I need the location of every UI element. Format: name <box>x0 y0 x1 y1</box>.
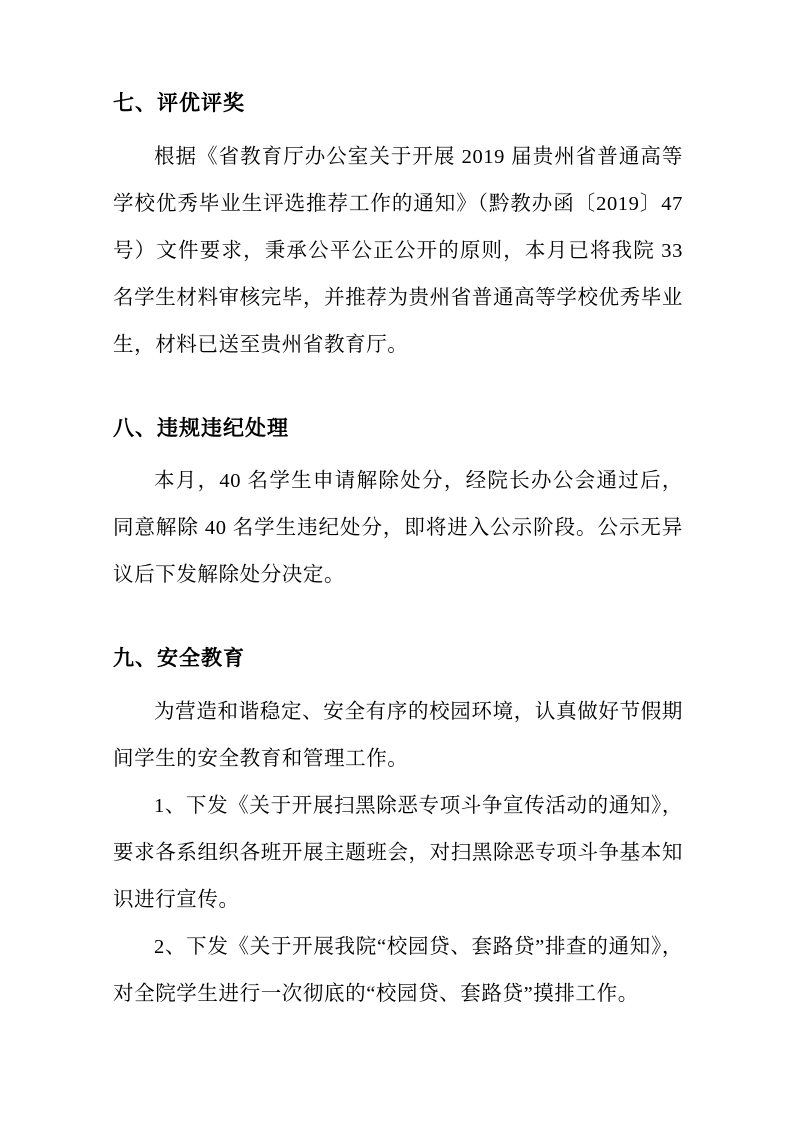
section-nine-paragraph-3: 2、下发《关于开展我院“校园贷、套路贷”排查的通知》，对全院学生进行一次彻底的“校园贷、套路贷”摸排工作。 <box>113 935 683 1005</box>
section-seven <box>113 88 683 369</box>
section-eight <box>113 413 683 600</box>
section-eight-paragraph-1: 本月，40 名学生申请解除处分，经院长办公会通过后，同意解除 40 名学生违纪处分，即将进入公示阶段。公示无异议后下发解除处分决定。 <box>113 470 683 586</box>
section-seven-paragraph-1: 根据《省教育厅办公室关于开展 2019 届贵州省普通高等学校优秀毕业生评选推荐工作的通知》（黔教办函〔2019〕47 号）文件要求，秉承公平公正公开的原则，本月已将我院 33 名学生材料审核完毕，并推荐为贵州省普通高等学校优秀毕业生，材料已送至贵州省教育厅。 <box>113 145 683 356</box>
section-nine-paragraph-2: 1、下发《关于开展扫黑除恶专项斗争宣传活动的通知》，要求各系组织各班开展主题班会，对扫黑除恶专项斗争基本知识进行宣传。 <box>113 794 683 911</box>
section-nine-heading: 九、安全教育 <box>113 646 245 670</box>
section-eight-heading: 八、违规违纪处理 <box>113 415 289 440</box>
section-nine-paragraph-1: 为营造和谐稳定、安全有序的校园环境，认真做好节假期间学生的安全教育和管理工作。 <box>113 700 683 770</box>
section-nine <box>113 643 683 1018</box>
document-body <box>113 88 683 1018</box>
section-seven-heading: 七、评优评奖 <box>113 91 245 115</box>
